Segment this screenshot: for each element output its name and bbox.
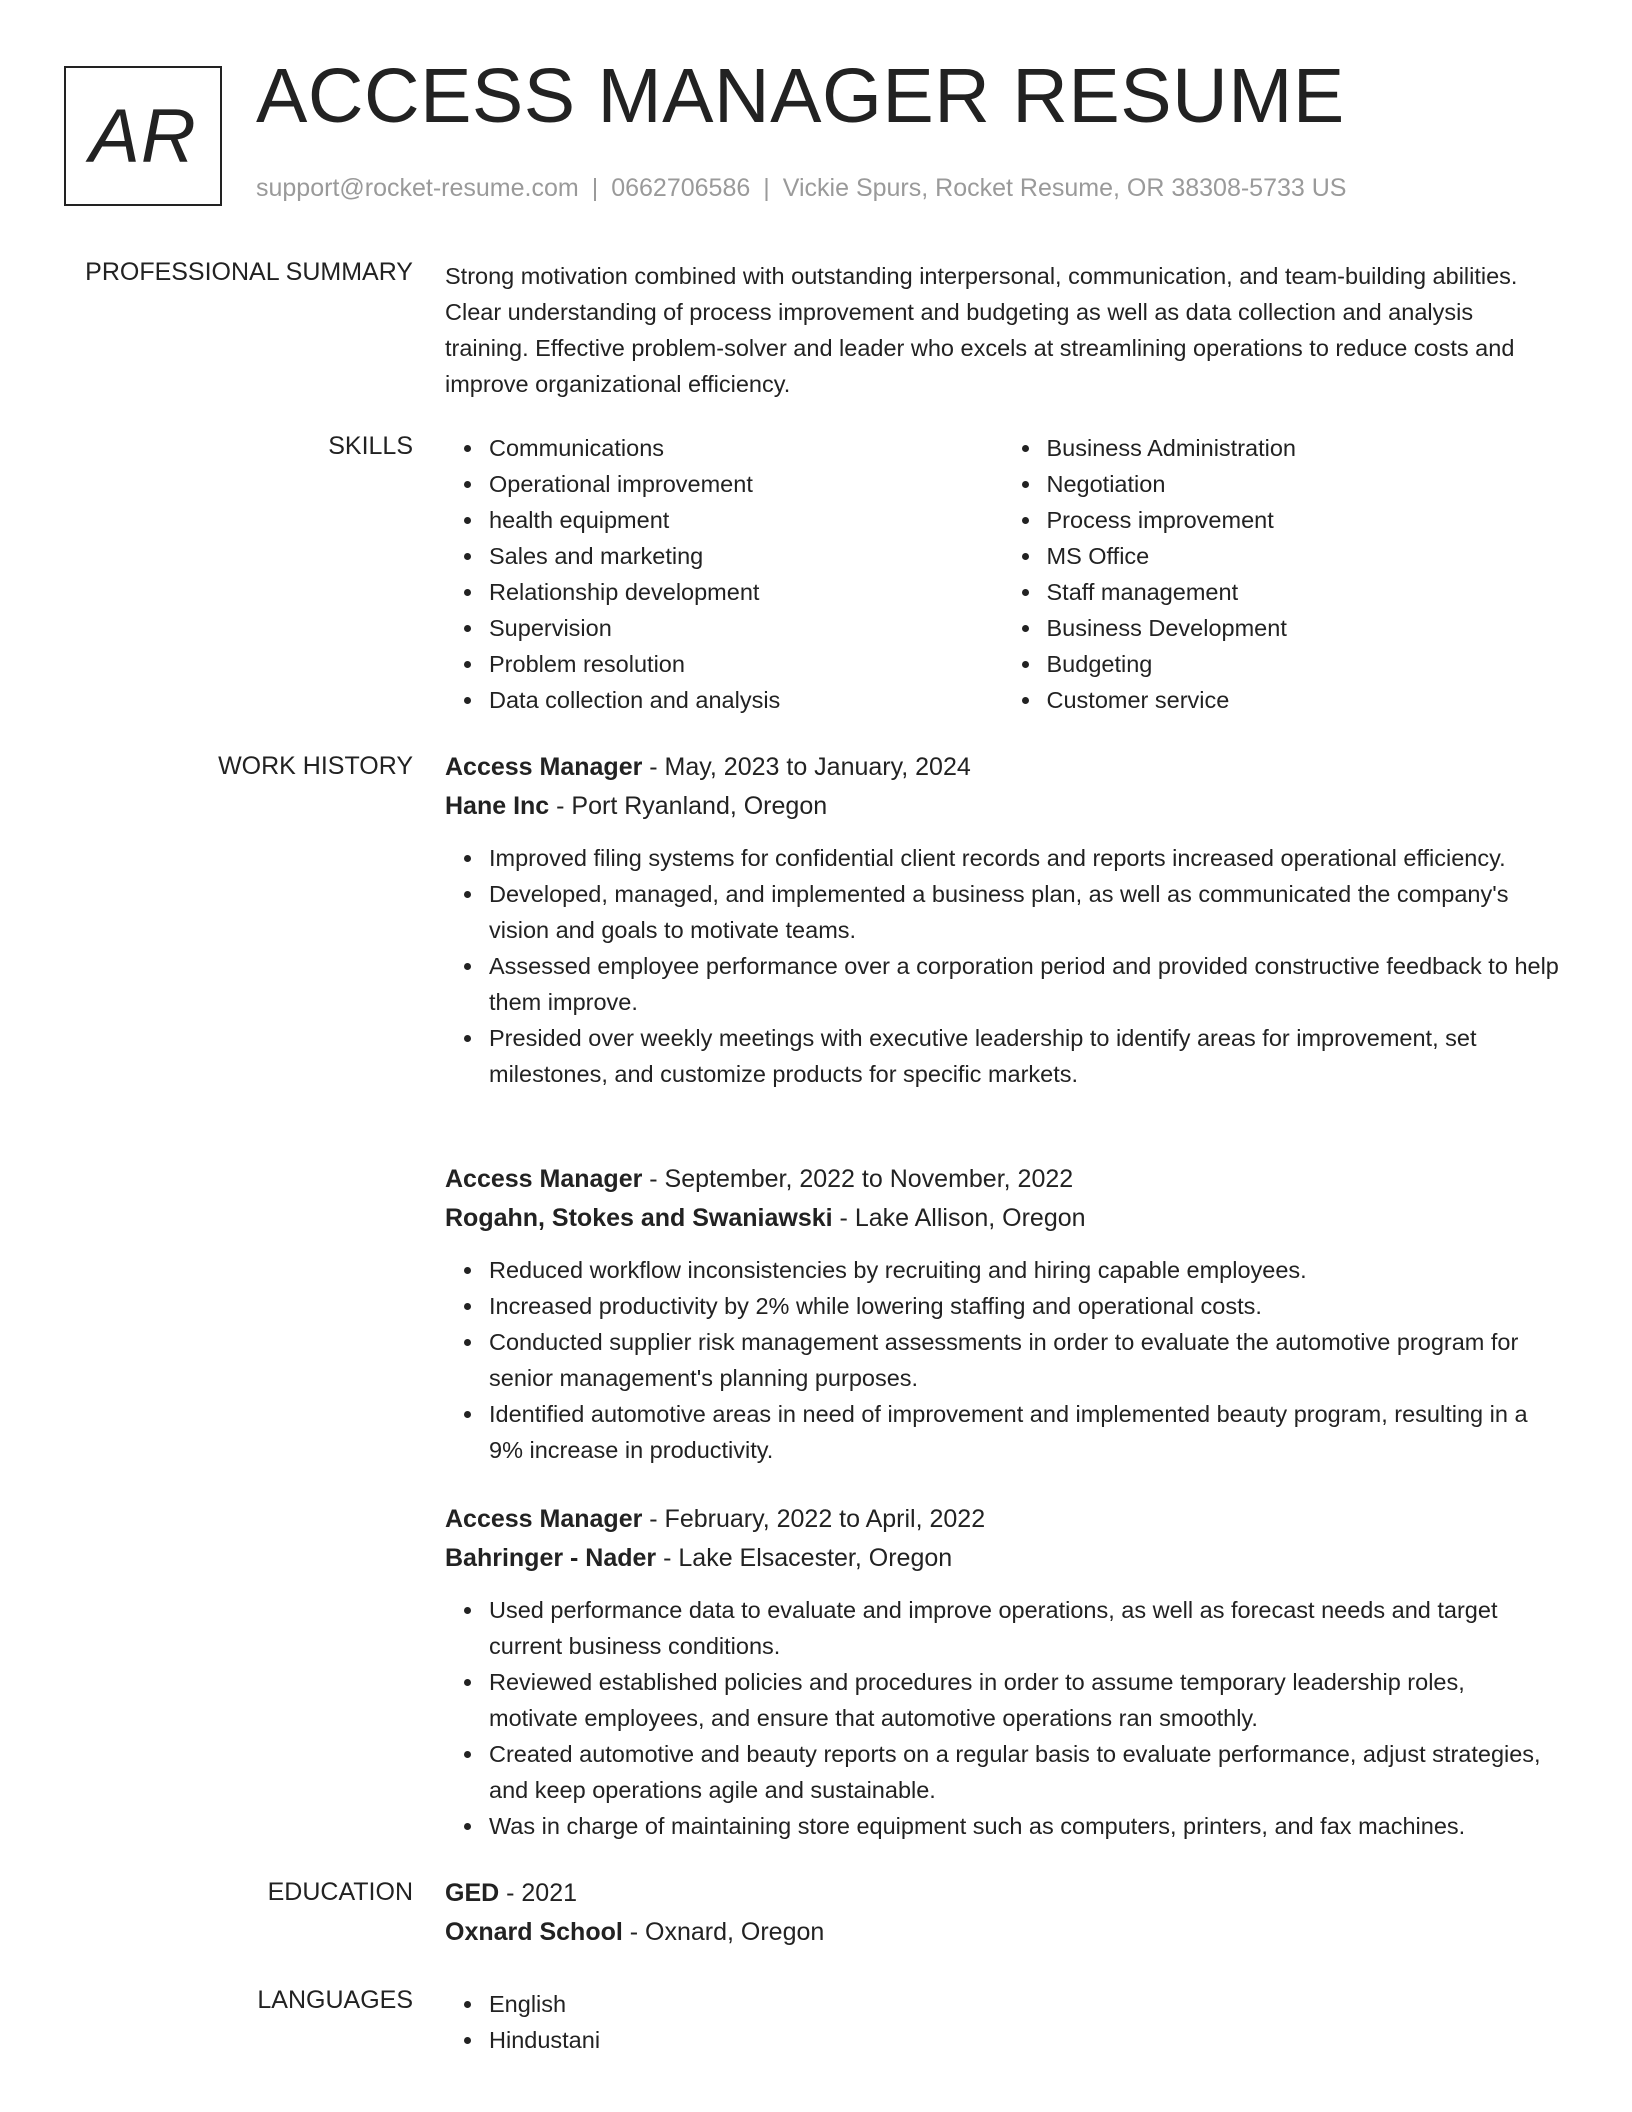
skill-item: Business Administration xyxy=(1047,430,1561,466)
job-company-line xyxy=(445,1539,1560,1578)
job-dates: - February, 2022 to April, 2022 xyxy=(642,1505,986,1533)
job-bullet: Assessed employee performance over a corporation period and provided constructive feedback to help them improve. xyxy=(489,948,1560,1020)
section-label-languages: LANGUAGES xyxy=(257,1986,413,2014)
education-location: - Oxnard, Oregon xyxy=(622,1918,825,1946)
education-degree-line xyxy=(445,1874,1560,1913)
job-title-line xyxy=(445,1160,1560,1199)
job-bullets xyxy=(445,840,1560,1092)
section-label-summary: PROFESSIONAL SUMMARY xyxy=(85,258,413,286)
job-bullets xyxy=(445,1592,1560,1844)
job-entry xyxy=(445,1500,1560,1844)
job-bullet: Was in charge of maintaining store equipment such as computers, printers, and fax machines. xyxy=(489,1808,1560,1844)
skill-item: Supervision xyxy=(489,610,1003,646)
job-title: Access Manager xyxy=(445,1165,643,1193)
job-bullet: Developed, managed, and implemented a business plan, as well as communicated the company's vision and goals to motivate teams. xyxy=(489,876,1560,948)
job-title: Access Manager xyxy=(445,1505,643,1533)
monogram-initials: AR xyxy=(89,93,197,179)
skill-item: Problem resolution xyxy=(489,646,1003,682)
skill-item: Data collection and analysis xyxy=(489,682,1003,718)
education-year: - 2021 xyxy=(499,1879,578,1907)
summary-text: Strong motivation combined with outstanding interpersonal, communication, and team-building abilities. Clear understanding of process improvement and budgeting as well as data collection and analysis training. Effective problem-solver and leader who excels at streamlining operations to reduce costs and improve organizational efficiency. xyxy=(445,263,1518,397)
job-location: - Lake Elsacester, Oregon xyxy=(656,1544,953,1572)
contact-line xyxy=(256,174,1346,203)
contact-separator: | xyxy=(591,174,599,202)
education-degree: GED xyxy=(445,1879,500,1907)
monogram-badge xyxy=(64,66,222,206)
job-title-line xyxy=(445,1500,1560,1539)
skill-item: Communications xyxy=(489,430,1003,466)
skill-item: Business Development xyxy=(1047,610,1561,646)
job-bullet: Presided over weekly meetings with executive leadership to identify areas for improvement, set milestones, and customize products for specific markets. xyxy=(489,1020,1560,1092)
skill-item: health equipment xyxy=(489,502,1003,538)
job-bullet: Conducted supplier risk management assessments in order to evaluate the automotive program for senior management's planning purposes. xyxy=(489,1324,1560,1396)
skill-item: Process improvement xyxy=(1047,502,1561,538)
job-bullet: Reviewed established policies and procedures in order to assume temporary leadership roles, motivate employees, and ensure that automotive operations ran smoothly. xyxy=(489,1664,1560,1736)
job-company: Hane Inc xyxy=(445,792,550,820)
skill-item: Negotiation xyxy=(1047,466,1561,502)
job-bullet: Created automotive and beauty reports on a regular basis to evaluate performance, adjust strategies, and keep operations agile and sustainable. xyxy=(489,1736,1560,1808)
job-company-line xyxy=(445,787,1560,826)
language-item: Hindustani xyxy=(489,2022,1560,2058)
job-dates: - May, 2023 to January, 2024 xyxy=(642,753,971,781)
skills-columns xyxy=(445,430,1560,718)
skill-item: Customer service xyxy=(1047,682,1561,718)
job-bullet: Reduced workflow inconsistencies by recruiting and hiring capable employees. xyxy=(489,1252,1560,1288)
job-dates: - September, 2022 to November, 2022 xyxy=(642,1165,1074,1193)
job-bullets xyxy=(445,1252,1560,1468)
skill-item: Operational improvement xyxy=(489,466,1003,502)
education-school: Oxnard School xyxy=(445,1918,623,1946)
skill-item: Budgeting xyxy=(1047,646,1561,682)
education-school-line xyxy=(445,1913,1560,1952)
job-location: - Port Ryanland, Oregon xyxy=(549,792,828,820)
job-title-line xyxy=(445,748,1560,787)
job-company: Bahringer - Nader xyxy=(445,1544,657,1572)
education-entry xyxy=(445,1874,1560,1952)
job-company-line xyxy=(445,1199,1560,1238)
job-entry xyxy=(445,1160,1560,1468)
job-title: Access Manager xyxy=(445,753,643,781)
skill-item: MS Office xyxy=(1047,538,1561,574)
languages-list xyxy=(445,1986,1560,2058)
skills-list-left xyxy=(445,430,1003,718)
job-bullet: Used performance data to evaluate and improve operations, as well as forecast needs and target current business conditions. xyxy=(489,1592,1560,1664)
skill-item: Staff management xyxy=(1047,574,1561,610)
contact-separator: | xyxy=(763,174,770,202)
resume-title: ACCESS MANAGER RESUME xyxy=(256,53,1345,139)
skill-item: Relationship development xyxy=(489,574,1003,610)
skill-item: Sales and marketing xyxy=(489,538,1003,574)
job-location: - Lake Allison, Oregon xyxy=(832,1204,1086,1232)
contact-address: Vickie Spurs, Rocket Resume, OR 38308-5733 US xyxy=(782,174,1347,202)
section-label-skills: SKILLS xyxy=(328,432,413,460)
job-entry xyxy=(445,748,1560,1092)
job-bullet: Identified automotive areas in need of improvement and implemented beauty program, resulting in a 9% increase in productivity. xyxy=(489,1396,1560,1468)
job-bullet: Improved filing systems for confidential client records and reports increased operational efficiency. xyxy=(489,840,1560,876)
job-company: Rogahn, Stokes and Swaniawski xyxy=(445,1204,833,1232)
language-item: English xyxy=(489,1986,1560,2022)
section-label-work-history: WORK HISTORY xyxy=(218,752,413,780)
languages-body xyxy=(445,1986,1560,2058)
contact-phone[interactable]: 0662706586 xyxy=(611,174,751,202)
skills-list-right xyxy=(1003,430,1561,718)
section-label-education: EDUCATION xyxy=(267,1878,413,1906)
job-bullet: Increased productivity by 2% while lowering staffing and operational costs. xyxy=(489,1288,1560,1324)
contact-email[interactable]: support@rocket-resume.com xyxy=(256,174,579,202)
